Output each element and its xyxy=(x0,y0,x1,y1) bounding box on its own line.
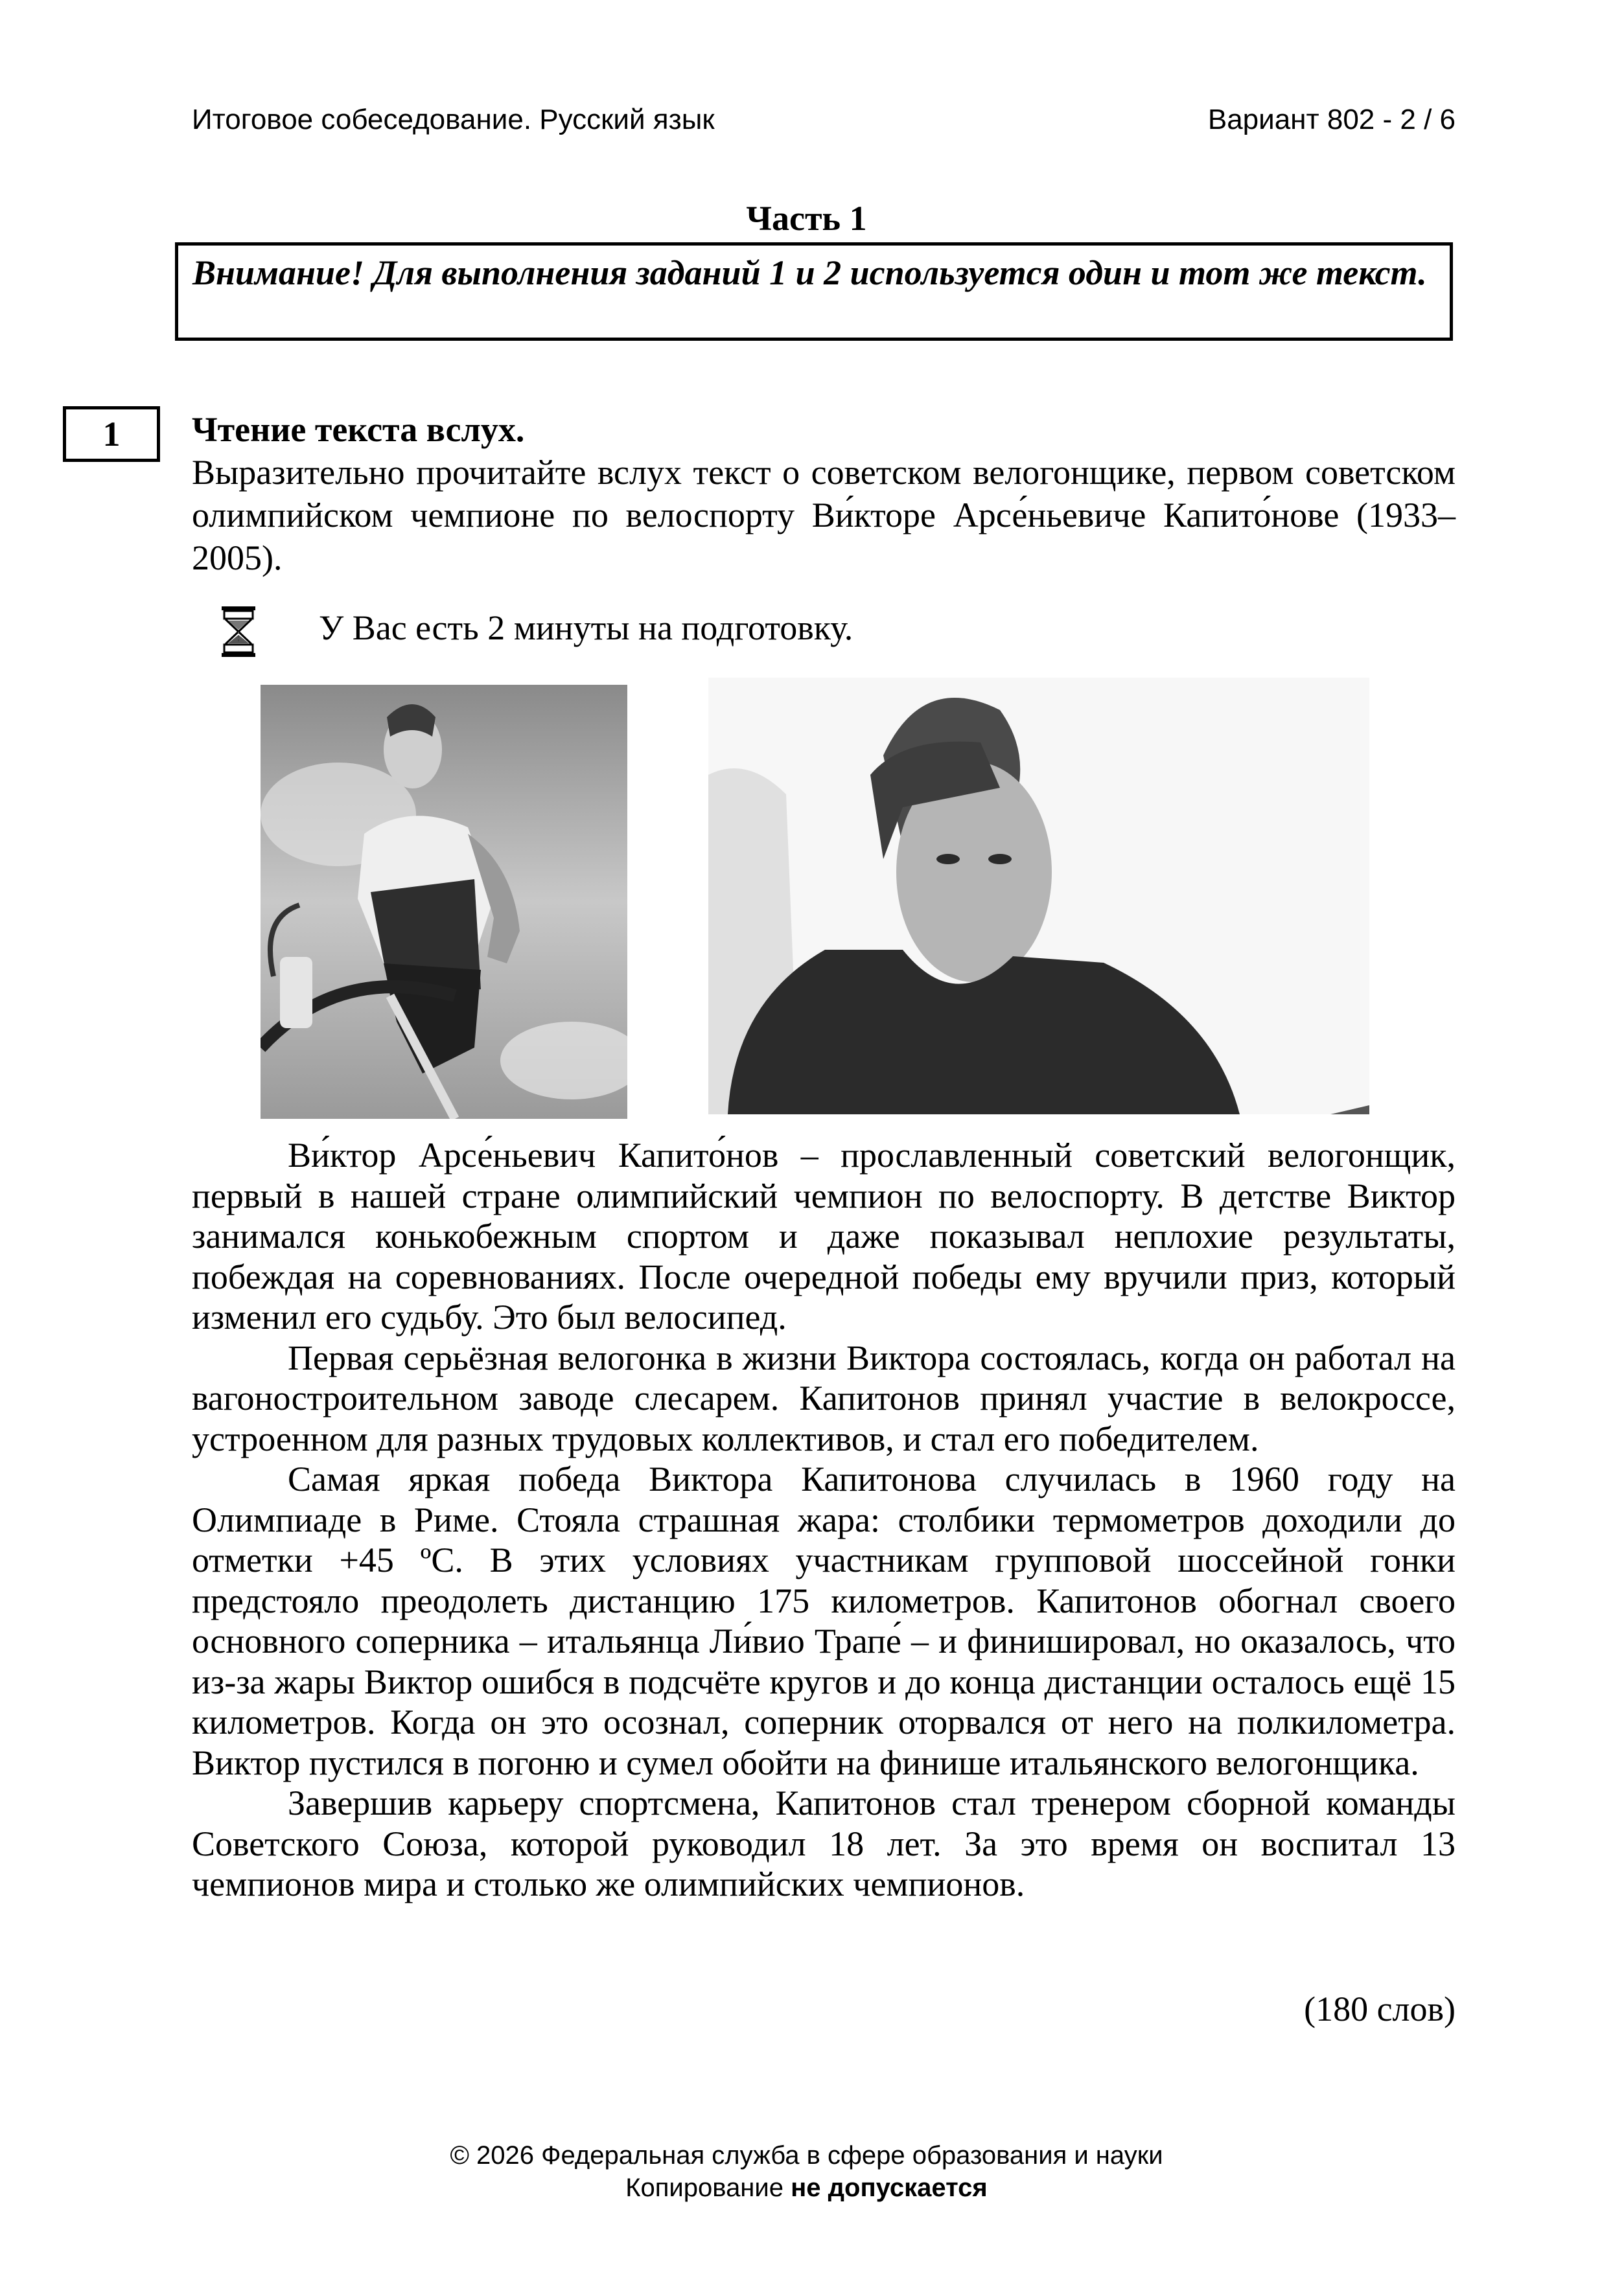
story-paragraph: Завершив карьеру спортсмена, Капитонов стал тренером сборной команды Советского Союза, которой руководил 18 лет. За это время он воспитал 13 чемпионов мира и столько же олимпийских чемпионов. xyxy=(192,1784,1456,1903)
document-title: Итоговое собеседование. Русский язык xyxy=(192,104,715,135)
cyclist-on-bike-photo xyxy=(261,685,627,1119)
portrait-photo-drawing xyxy=(708,678,1369,1114)
copyright-text: © 2026 Федеральная служба в сфере образования и науки xyxy=(450,2141,1163,2170)
word-count: (180 слов) xyxy=(1304,1990,1456,2028)
cyclist-photo-drawing xyxy=(261,685,627,1119)
story-paragraph: Самая яркая победа Виктора Капитонова случилась в 1960 году на Олимпиаде в Риме. Стояла страшная жара: столбики термометров доходили до отметки +45 ºС. В этих условиях участникам групповой шоссейной гонки предстояло преодолеть дистанцию 175 километров. Капитонов обогнал своего основного соперника – итальянца Ли́вио Трапе́ – и финишировал, но оказалось, что из-за жары Виктор ошибся в подсчёте кругов и до конца дистанции осталось ещё 15 километров. Когда он это осознал, соперник оторвался от него на полкилометра. Виктор пустился в погоню и сумел обойти на финише итальянского велогонщика. xyxy=(192,1460,1456,1782)
variant-page-number: Вариант 802 - 2 / 6 xyxy=(1207,104,1456,135)
copy-notice-bold: не допускается xyxy=(791,2174,988,2202)
part-title: Часть 1 xyxy=(746,199,867,238)
story-paragraph: Первая серьёзная велогонка в жизни Виктора состоялась, когда он работал на вагоностроительном заводе слесарем. Капитонов принял участие в велокроссе, устроенном для разных трудовых коллективов, и стал его победителем. xyxy=(192,1338,1456,1458)
hourglass-icon xyxy=(220,605,257,658)
copy-notice xyxy=(0,2172,1613,2204)
notice-text: Внимание! Для выполнения заданий 1 и 2 используется один и тот же текст. xyxy=(192,253,1427,292)
page-header xyxy=(192,97,1456,143)
task-description: Выразительно прочитайте вслух текст о советском велогонщике, первом советском олимпийском чемпионе по велоспорту Ви́кторе Арсе́ньевиче Капито́нове (1933–2005). xyxy=(192,453,1456,577)
preparation-time-text: У Вас есть 2 минуты на подготовку. xyxy=(319,608,853,647)
reading-text xyxy=(192,1135,1456,1905)
copy-notice-prefix: Копирование xyxy=(625,2174,783,2202)
preparation-note xyxy=(192,603,1229,667)
task-title: Чтение текста вслух. xyxy=(192,410,525,449)
task-number-box: 1 xyxy=(63,406,160,462)
notice-box xyxy=(175,242,1453,341)
portrait-photo xyxy=(708,678,1369,1114)
story-paragraph: Ви́ктор Арсе́ньевич Капито́нов – прославленный советский велогонщик, первый в нашей стране олимпийский чемпион по велоспорту. В детстве Виктор занимался конькобежным спортом и даже показывал неплохие результаты, побеждая на соревнованиях. После очередной победы ему вручили приз, который изменил его судьбу. Это был велосипед. xyxy=(192,1136,1456,1337)
page-footer xyxy=(0,2139,1613,2204)
task-block xyxy=(192,408,1456,579)
